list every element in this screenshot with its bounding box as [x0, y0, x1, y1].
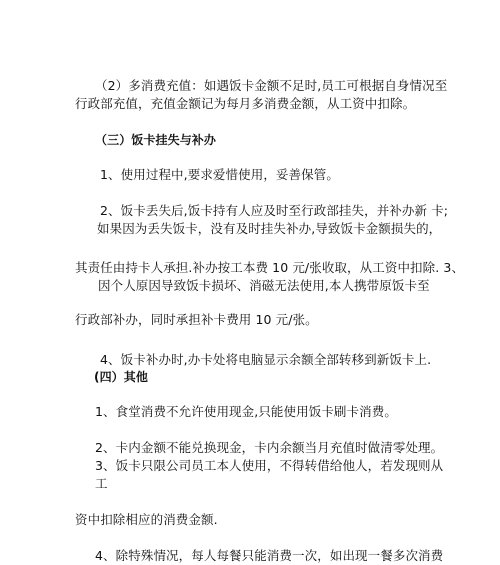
text-line-8: 因个人原因导致饭卡损坏、消磁无法使用,本人携带原饭卡至	[98, 278, 430, 293]
text-line-4: 1、使用过程中,要求爱惜使用，妥善保管。	[100, 167, 339, 182]
text-line-16: 资中扣除相应的消费金额.	[75, 512, 218, 527]
text-line-2: 行政部充值，充值金额记为每月多消费金额，从工资中扣除。	[75, 96, 416, 111]
text-line-12: 1、食堂消费不允许使用现金,只能使用饭卡刷卡消费。	[95, 404, 397, 419]
section-heading-3: （三）饭卡挂失与补办	[95, 133, 217, 147]
text-line-7: 其责任由持卡人承担.补办按工本费 10 元/张收取，从工资中扣除. 3、	[75, 260, 465, 275]
text-line-9: 行政部补办，同时承担补卡费用 10 元/张。	[75, 312, 318, 327]
text-line-13: 2、卡内金额不能兑换现金，卡内余额当月充值时做清零处理。	[95, 440, 444, 455]
text-line-1: （2）多消费充值：如遇饭卡金额不足时,员工可根据自身情况至	[95, 78, 448, 93]
text-line-5: 2、饭卡丢失后,饭卡持有人应及时至行政部挂失，并补办新 卡;	[100, 203, 449, 218]
text-line-10: 4、饭卡补办时,办卡处将电脑显示余额全部转移到新饭卡上.	[100, 352, 432, 367]
text-line-17: 4、除特殊情况，每人每餐只能消费一次，如出现一餐多次消费	[95, 548, 444, 563]
text-line-14: 3、饭卡只限公司员工本人使用，不得转借给他人，若发现则从	[95, 458, 444, 473]
section-heading-4: (四）其他	[94, 370, 148, 384]
text-line-15: 工	[95, 476, 108, 491]
text-line-6: 如果因为丢失饭卡，没有及时挂失补办,导致饭卡金额损失的，	[97, 221, 442, 236]
